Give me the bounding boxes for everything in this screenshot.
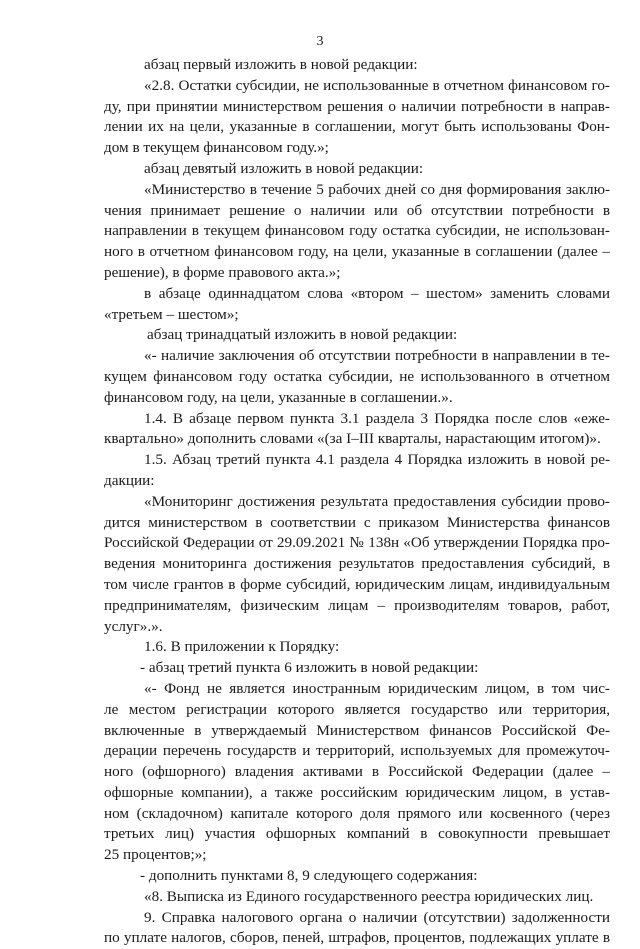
text-line: - дополнить пунктами 8, 9 следующего содержания: <box>140 867 478 885</box>
document-body <box>104 55 610 949</box>
text-line: по уплате налогов, сборов, пеней, штрафов, процентов, подлежащих уплате в <box>104 929 610 947</box>
text-line: третьих лиц) участия офшорных компаний в совокупности превышает <box>104 825 610 843</box>
text-line: направлении в текущем финансовом году остатка субсидии, не использован- <box>104 222 610 240</box>
text-line: офшорные компании), а также российским юридическим лицом, в устав- <box>104 783 610 801</box>
text-line: «- Фонд не является иностранным юридическим лицом, в том чис- <box>144 679 610 697</box>
text-line: ду, при принятии министерством решения о наличии потребности в направ- <box>104 97 610 115</box>
text-line: предпринимателям, физическим лицам – производителям товаров, работ, <box>104 596 610 614</box>
text-line: Российской Федерации от 29.09.2021 № 138н «Об утверждении Порядка про- <box>104 534 610 552</box>
text-line: чения принимает решение о наличии или об отсутствии потребности в <box>104 201 610 219</box>
page-number: 3 <box>316 34 324 49</box>
text-line: 1.6. В приложении к Порядку: <box>144 638 340 656</box>
text-line: абзац первый изложить в новой редакции: <box>144 56 418 73</box>
text-line: в абзаце одиннадцатом слова «втором – шестом» заменить словами <box>144 284 610 302</box>
text-line: том числе грантов в форме субсидий, юридическим лицам, индивидуальным <box>104 575 610 593</box>
text-line: ном (складочном) капитале которого доля прямого или косвенного (через <box>104 804 610 822</box>
text-line: ного (офшорного) владения активами в Российской Федерации (далее – <box>104 763 610 781</box>
text-line: - абзац третий пункта 6 изложить в новой редакции: <box>140 659 479 677</box>
text-line: 1.4. В абзаце первом пункта 3.1 раздела 3 Порядка после слов «еже- <box>144 409 610 427</box>
text-line: «8. Выписка из Единого государственного реестра юридических лиц. <box>144 887 594 905</box>
text-line: абзац девятый изложить в новой редакции: <box>144 159 424 177</box>
text-line: решение), в форме правового акта.»; <box>104 263 341 281</box>
text-line: финансовом году, на цели, указанные в соглашении.». <box>104 388 453 406</box>
text-line: квартально» дополнить словами «(за I–III кварталы, нарастающим итогом)». <box>104 430 601 448</box>
text-line: 1.5. Абзац третий пункта 4.1 раздела 4 Порядка изложить в новой ре- <box>144 451 610 469</box>
text-line: «2.8. Остатки субсидии, не использованные в отчетном финансовом го- <box>144 76 610 94</box>
text-line: «- наличие заключения об отсутствии потребности в направлении в те- <box>144 347 610 365</box>
text-line: «Мониторинг достижения результата предоставления субсидии прово- <box>144 492 610 510</box>
text-line: дакции: <box>104 471 155 489</box>
text-line: дерации перечень государств и территорий, используемых для промежуточ- <box>104 742 610 760</box>
text-line: «третьем – шестом»; <box>104 305 239 323</box>
text-line: ведения мониторинга достижения результатов предоставления субсидий, в <box>104 555 610 573</box>
text-line: включенные в утверждаемый Министерством финансов Российской Фе- <box>104 721 610 739</box>
text-line: ле местом регистрации которого является государство или территория, <box>104 700 610 718</box>
text-line: «Министерство в течение 5 рабочих дней со дня формирования заклю- <box>144 180 610 198</box>
text-line: лении их на цели, указанные в соглашении, могут быть использованы Фон- <box>104 118 610 136</box>
text-line: абзац тринадцатый изложить в новой редакции: <box>147 326 458 344</box>
text-line: услуг».». <box>104 617 163 635</box>
text-line: 25 процентов;»; <box>104 846 207 864</box>
text-line: 9. Справка налогового органа о наличии (отсутствии) задолженности <box>144 908 610 926</box>
text-line: дится министерством в соответствии с приказом Министерства финансов <box>104 513 610 531</box>
text-line: кущем финансовом году остатка субсидии, не использованного в отчетном <box>104 367 610 385</box>
text-line: дом в текущем финансовом году.»; <box>104 139 329 157</box>
text-line: ного в отчетном финансовом году, на цели, указанные в соглашении (далее – <box>104 243 610 261</box>
